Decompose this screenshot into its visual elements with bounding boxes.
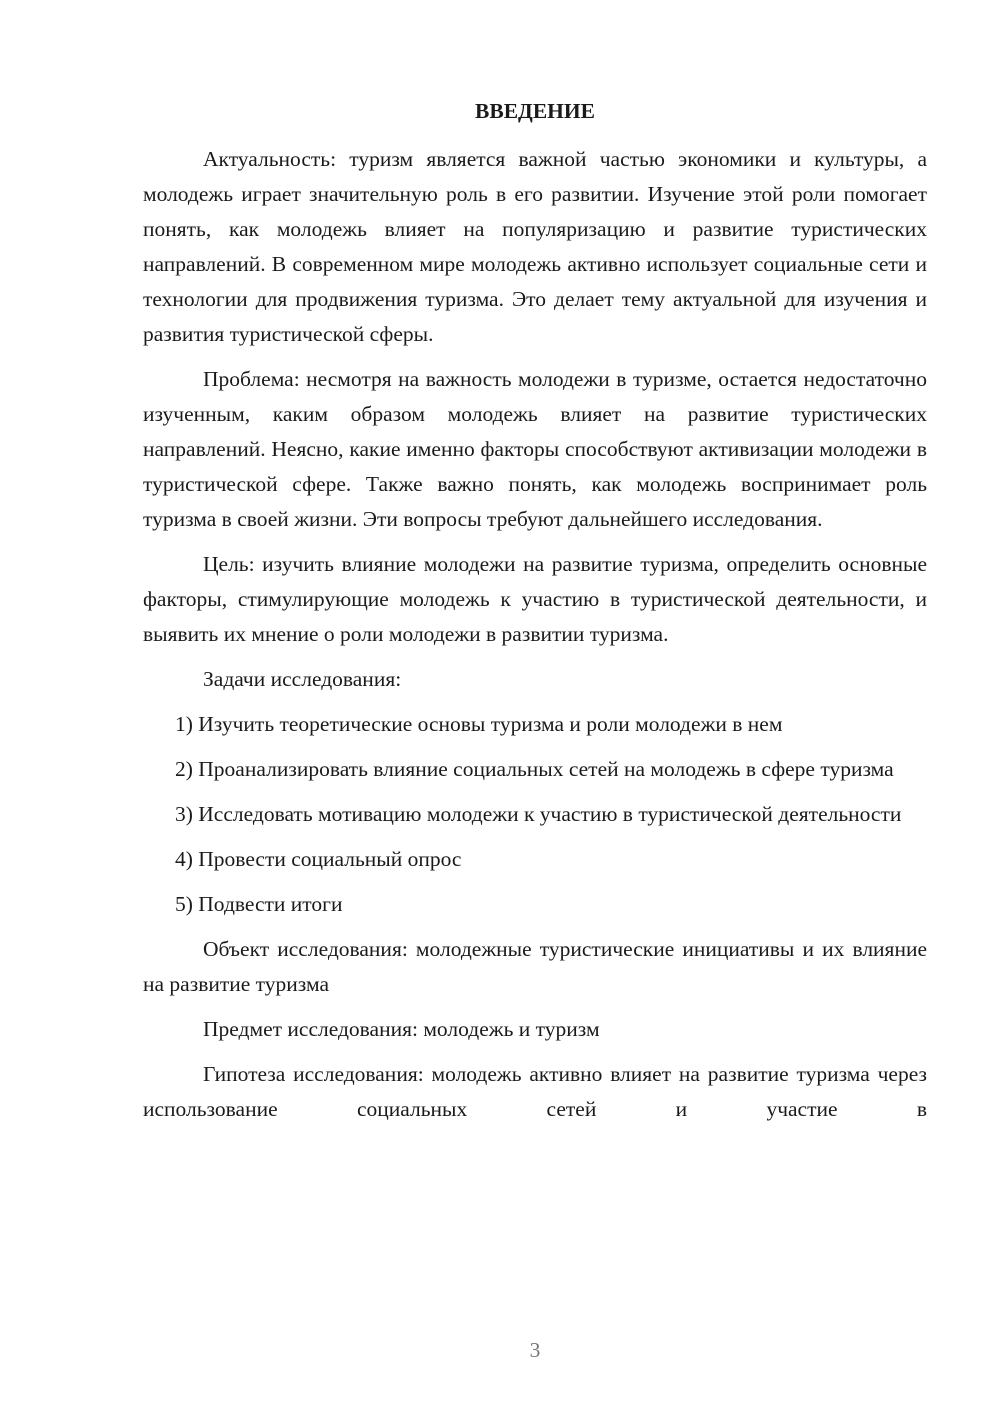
task-item: 5) Подвести итоги: [175, 892, 343, 916]
task-item: 1) Изучить теоретические основы туризма и роли молодежи в нем: [175, 712, 783, 736]
problem-paragraph: Проблема: несмотря на важность молодежи в туризме, остается недостаточно изученным, каким образом молодежь влияет на развитие туристических направлений. Неясно, какие именно факторы способствуют активизации молодежи в туристической сфере. Также важно понять, как молодежь воспринимает роль туризма в своей жизни. Эти вопросы требуют дальнейшего исследования.: [143, 367, 927, 531]
tasks-heading: Задачи исследования:: [203, 667, 402, 691]
relevance-paragraph: Актуальность: туризм является важной частью экономики и культуры, а молодежь играет значительную роль в его развитии. Изучение этой роли помогает понять, как молодежь влияет на популяризацию и развитие туристических направлений. В современном мире молодежь активно использует социальные сети и технологии для продвижения туризма. Это делает тему актуальной для изучения и развития туристической сферы.: [143, 147, 927, 346]
tasks-list: [143, 707, 927, 922]
subject-paragraph: Предмет исследования: молодежь и туризм: [203, 1017, 600, 1041]
task-item: 2) Проанализировать влияние социальных сетей на молодежь в сфере туризма: [175, 757, 894, 781]
document-body: [143, 142, 927, 1127]
goal-paragraph: Цель: изучить влияние молодежи на развитие туризма, определить основные факторы, стимулирующие молодежь к участию в туристической деятельности, и выявить их мнение о роли молодежи в развитии туризма.: [143, 552, 927, 646]
task-item: 4) Провести социальный опрос: [175, 847, 462, 871]
page-title: ВВЕДЕНИЕ: [475, 99, 595, 123]
page-number: 3: [529, 1338, 541, 1362]
task-item: 3) Исследовать мотивацию молодежи к участию в туристической деятельности: [175, 802, 902, 826]
object-paragraph: Объект исследования: молодежные туристические инициативы и их влияние на развитие туризма: [143, 937, 927, 996]
hypothesis-paragraph: Гипотеза исследования: молодежь активно влияет на развитие туризма через использование социальных сетей и участие в: [143, 1062, 927, 1121]
